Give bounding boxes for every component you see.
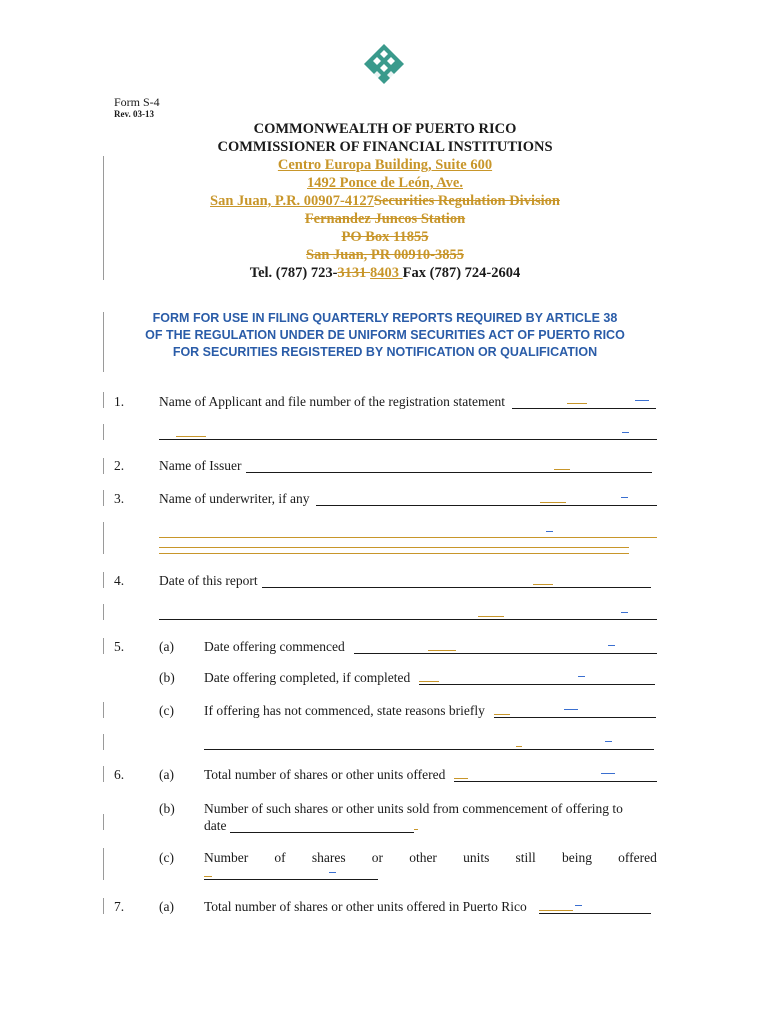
report-date-field-continued[interactable] [159, 619, 657, 620]
item-5b-sub: (b) [159, 670, 175, 685]
item-6c-word: shares [311, 850, 346, 865]
fax-number: Fax (787) 724-2604 [402, 265, 521, 281]
revision-mark [204, 876, 212, 877]
item-5-number: 5. [114, 639, 125, 654]
item-5a-sub: (a) [159, 639, 174, 654]
item-1-field[interactable] [512, 408, 656, 409]
revision-mark [159, 547, 629, 548]
item-6c-word: still [515, 850, 536, 865]
revision-mark [539, 910, 573, 911]
revision-mark [635, 400, 649, 401]
revision-mark [575, 905, 582, 906]
revision-mark [578, 676, 585, 677]
header-commissioner: COMMISSIONER OF FINANCIAL INSTITUTIONS [217, 139, 553, 155]
item-7a-label: Total number of shares or other units offered in Puerto Rico [204, 899, 527, 914]
address-oldcity-deleted: San Juan, PR 00910-3855 [306, 247, 464, 263]
item-6b-label: Number of such shares or other units sold from commencement of offering to [204, 801, 623, 816]
underwriter-field-continued[interactable] [159, 537, 657, 538]
item-5a-label: Date offering commenced [204, 639, 345, 654]
address-building: Centro Europa Building, Suite 600 [277, 157, 493, 173]
revision-mark [454, 778, 468, 779]
address-division-deleted: Securities Regulation Division [373, 193, 560, 209]
contact-line [0, 265, 770, 282]
revision-mark [567, 403, 587, 404]
change-bar [103, 814, 104, 830]
item-6a-sub: (a) [159, 767, 174, 782]
change-bar [103, 392, 104, 408]
change-bar [103, 638, 104, 654]
revision-mark [159, 553, 629, 554]
item-7a-sub: (a) [159, 899, 174, 914]
revision-mark [478, 616, 504, 617]
item-6c-word: other [409, 850, 437, 865]
header-commonwealth: COMMONWEALTH OF PUERTO RICO [253, 121, 517, 137]
tel-prefix: Tel. (787) 723- [249, 265, 338, 281]
address-city-inserted: San Juan, P.R. 00907-4127 [210, 193, 374, 209]
change-bar [103, 766, 104, 782]
revision-mark [176, 436, 206, 437]
form-number: Form S-4 [114, 95, 160, 109]
revision-mark [605, 741, 612, 742]
change-bar [103, 458, 104, 474]
offering-completed-field[interactable] [419, 684, 655, 685]
change-bar [103, 898, 104, 914]
form-title-line1: FORM FOR USE IN FILING QUARTERLY REPORTS REQUIRED BY ARTICLE 38 [152, 311, 618, 325]
item-6c-word: offered [618, 850, 657, 865]
revision-mark [608, 645, 615, 646]
tel-inserted: 8403 [370, 265, 403, 281]
report-date-field[interactable] [262, 587, 651, 588]
address-pobox-deleted: PO Box 11855 [341, 229, 429, 245]
underwriter-field[interactable] [316, 505, 657, 506]
revision-mark [516, 746, 522, 747]
revision-mark [414, 829, 418, 830]
address-street: 1492 Ponce de León, Ave. [307, 175, 463, 191]
reasons-field[interactable] [494, 717, 656, 718]
change-bar [103, 848, 104, 880]
revision-mark [554, 469, 570, 470]
item-1-label: Name of Applicant and file number of the registration statement [159, 394, 506, 409]
item-6c-word: Number [204, 850, 249, 865]
item-5c-label: If offering has not commenced, state reasons briefly [204, 703, 485, 718]
change-bar [103, 604, 104, 620]
item-1-number: 1. [114, 394, 125, 409]
revision-mark [621, 497, 628, 498]
revision-mark [533, 584, 553, 585]
item-6a-label: Total number of shares or other units offered [204, 767, 446, 782]
address-station-deleted: Fernandez Juncos Station [304, 211, 466, 227]
item-6c-word: being [561, 850, 592, 865]
units-still-offered-field[interactable] [204, 879, 378, 880]
units-sold-field[interactable] [230, 832, 414, 833]
reasons-field-continued[interactable] [204, 749, 654, 750]
revision-mark [494, 714, 510, 715]
units-offered-field[interactable] [454, 781, 657, 782]
revision-label: Rev. 03-13 [114, 109, 154, 119]
item-4-label: Date of this report [159, 573, 258, 588]
item-6c-label [204, 850, 657, 866]
revision-mark [601, 773, 615, 774]
change-bar [103, 522, 104, 554]
item-6-number: 6. [114, 767, 125, 782]
item-7-number: 7. [114, 899, 125, 914]
item-6c-word: or [371, 850, 384, 865]
change-bar [103, 734, 104, 750]
form-title-line2: OF THE REGULATION UNDER DE UNIFORM SECURITIES ACT OF PUERTO RICO [145, 328, 625, 342]
item-2-label: Name of Issuer [159, 458, 242, 473]
issuer-field[interactable] [246, 472, 652, 473]
revision-mark [419, 681, 439, 682]
change-bar [103, 572, 104, 588]
item-2-number: 2. [114, 458, 125, 473]
item-6c-word: units [463, 850, 490, 865]
units-offered-pr-field[interactable] [539, 913, 651, 914]
revision-mark [428, 650, 456, 651]
change-bar [103, 424, 104, 440]
item-3-label: Name of underwriter, if any [159, 491, 310, 506]
change-bar [103, 490, 104, 506]
address-city-line [0, 193, 770, 210]
item-4-number: 4. [114, 573, 125, 588]
commission-logo [364, 44, 404, 84]
item-3-number: 3. [114, 491, 125, 506]
revision-mark [540, 502, 566, 503]
item-5b-label: Date offering completed, if completed [204, 670, 411, 685]
tel-deleted: 3131 [337, 265, 371, 281]
offering-commenced-field[interactable] [354, 653, 657, 654]
revision-mark [329, 872, 336, 873]
revision-mark [564, 709, 578, 710]
revision-mark [621, 612, 628, 613]
item-6b-label-date: date [204, 818, 227, 833]
item-1-field-continued[interactable] [159, 439, 657, 440]
revision-mark [546, 531, 553, 532]
item-6c-word: of [274, 850, 286, 865]
item-5c-sub: (c) [159, 703, 174, 718]
revision-mark [622, 432, 629, 433]
form-title-line3: FOR SECURITIES REGISTERED BY NOTIFICATION OR QUALIFICATION [172, 345, 598, 359]
item-6c-sub: (c) [159, 850, 174, 865]
item-6b-sub: (b) [159, 801, 175, 816]
change-bar [103, 702, 104, 718]
